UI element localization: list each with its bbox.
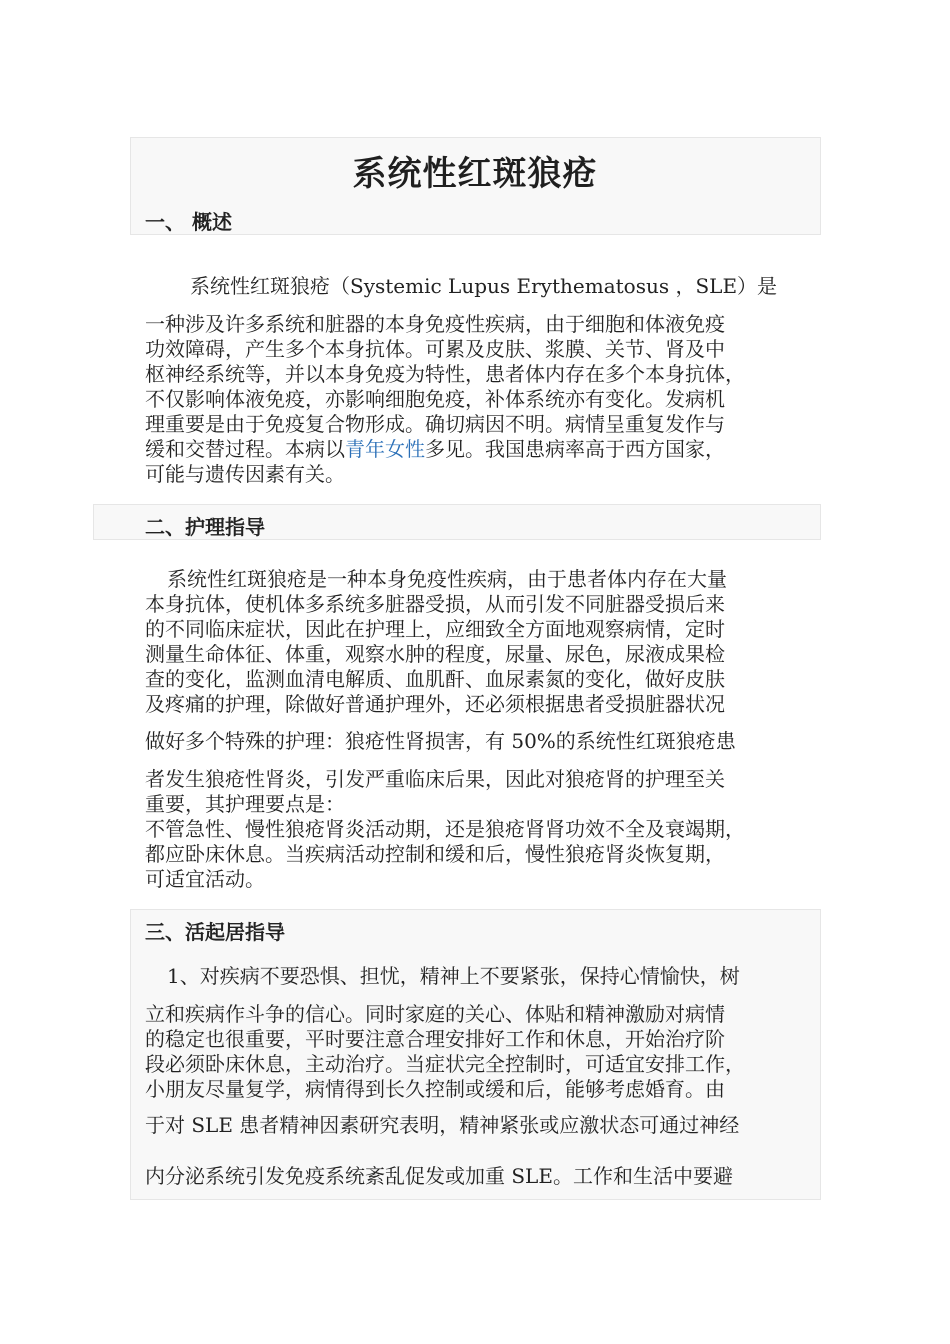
nursing-line-12: 可适宜活动。 [145,867,265,891]
page-title: 系统性红斑狼疮 [352,154,598,194]
young-women-link[interactable]: 青年女性 [345,437,425,461]
overview-line-2: 一种涉及许多系统和脏器的本身免疫性疾病，由于细胞和体液免疫 [145,312,725,336]
daily-life-heading: 三、活起居指导 [145,920,285,944]
overview-line-4: 枢神经系统等，并以本身免疫为特性，患者体内存在多个本身抗体， [145,362,745,386]
overview-line-3: 功效障碍，产生多个本身抗体。可累及皮肤、浆膜、关节、肾及中 [145,337,725,361]
nursing-line-4: 测量生命体征、体重，观察水肿的程度，尿量、尿色，尿液成果检 [145,642,725,666]
overview-line-8: 可能与遗传因素有关。 [145,462,345,486]
nursing-line-7: 做好多个特殊的护理：狼疮性肾损害，有 50%的系统性红斑狼疮患 [145,729,736,753]
overview-line-5: 不仅影响体液免疫，亦影响细胞免疫，补体系统亦有变化。发病机 [145,387,725,411]
daily-life-line-2: 立和疾病作斗争的信心。同时家庭的关心、体贴和精神激励对病情 [145,1002,725,1026]
nursing-line-11: 都应卧床休息。当疾病活动控制和缓和后，慢性狼疮肾炎恢复期， [145,842,725,866]
nursing-line-8: 者发生狼疮性肾炎，引发严重临床后果，因此对狼疮肾的护理至关 [145,767,725,791]
daily-life-line-6: 于对 SLE 患者精神因素研究表明，精神紧张或应激状态可通过神经 [145,1113,740,1137]
nursing-line-6: 及疼痛的护理，除做好普通护理外，还必须根据患者受损脏器状况 [145,692,725,716]
nursing-line-10: 不管急性、慢性狼疮肾炎活动期，还是狼疮肾肾功效不全及衰竭期， [145,817,745,841]
overview-heading: 一、 概述 [145,210,232,234]
overview-line-7-start: 缓和交替过程。本病以 [145,437,345,461]
overview-line-6: 理重要是由于免疫复合物形成。确切病因不明。病情呈重复发作与 [145,412,725,436]
daily-life-line-3: 的稳定也很重要，平时要注意合理安排好工作和休息，开始治疗阶 [145,1027,725,1051]
nursing-heading: 二、护理指导 [145,515,265,539]
daily-life-line-5: 小朋友尽量复学，病情得到长久控制或缓和后，能够考虑婚育。由 [145,1077,725,1101]
overview-line-1: 系统性红斑狼疮（Systemic Lupus Erythematosus ，SLE）是 [190,274,778,298]
nursing-line-2: 本身抗体，使机体多系统多脏器受损，从而引发不同脏器受损后来 [145,592,725,616]
nursing-line-1: 系统性红斑狼疮是一种本身免疫性疾病，由于患者体内存在大量 [167,567,727,591]
daily-life-line-7: 内分泌系统引发免疫系统紊乱促发或加重 SLE。工作和生活中要避 [145,1164,733,1188]
nursing-line-9: 重要，其护理要点是： [145,792,345,816]
nursing-line-3: 的不同临床症状，因此在护理上，应细致全方面地观察病情，定时 [145,617,725,641]
daily-life-line-4: 段必须卧床休息，主动治疗。当症状完全控制时，可适宜安排工作， [145,1052,745,1076]
daily-life-line-1: 1、对疾病不要恐惧、担忧，精神上不要紧张，保持心情愉快，树 [167,964,740,988]
nursing-line-5: 查的变化，监测血清电解质、血肌酐、血尿素氮的变化，做好皮肤 [145,667,725,691]
overview-line-7-end: 多见。我国患病率高于西方国家， [425,437,725,461]
